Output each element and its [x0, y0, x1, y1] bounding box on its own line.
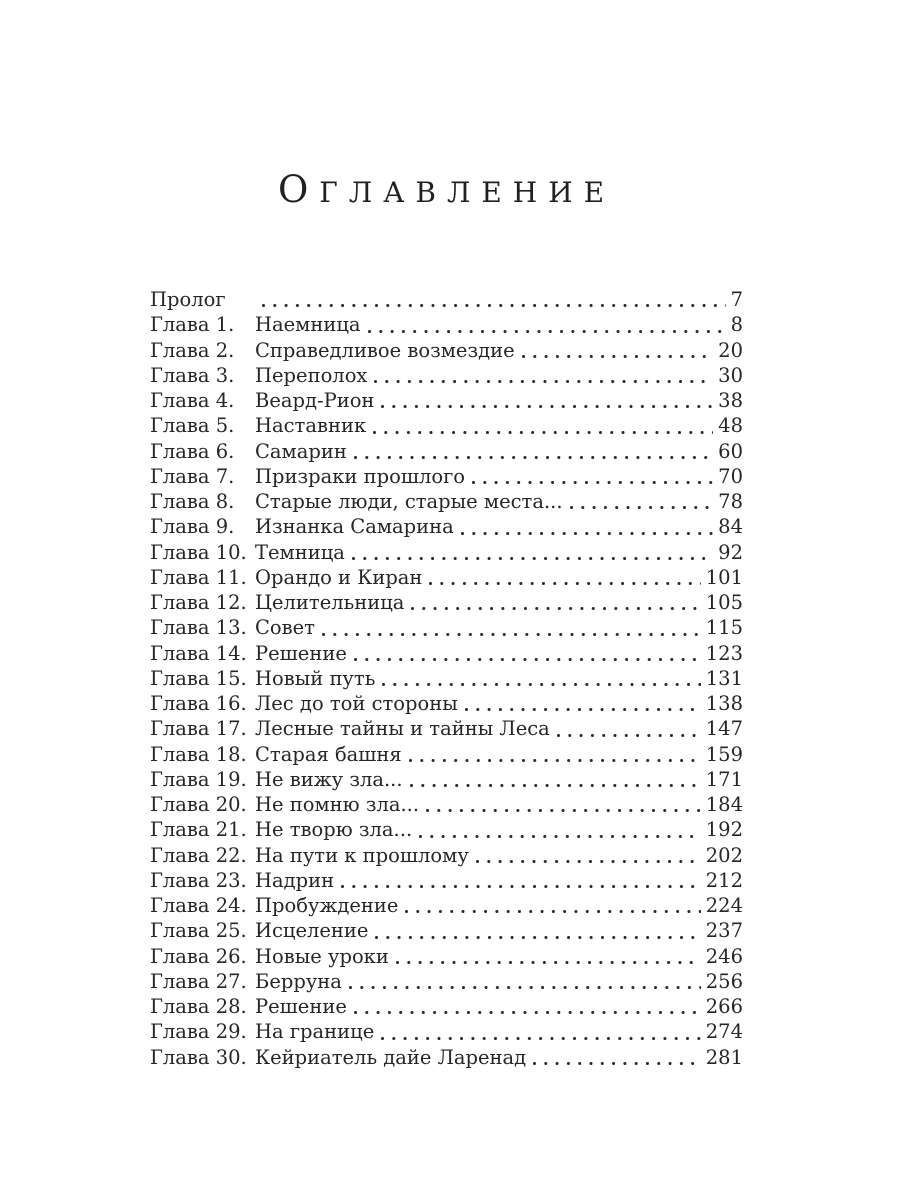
toc-row-title: Пробуждение [255, 894, 399, 917]
toc-row [150, 439, 743, 464]
toc-row-chapter-label: Глава 22. [150, 843, 247, 867]
toc-row-page-number: 237 [705, 919, 743, 943]
dot-leader [465, 464, 718, 489]
toc-row [150, 691, 743, 716]
toc-row-page-number: 60 [718, 439, 743, 463]
toc-row-page-number: 20 [718, 338, 743, 362]
toc-row-chapter-label: Глава 21. [150, 818, 247, 842]
toc-row-page-number: 131 [705, 666, 743, 690]
toc-row-page-number: 78 [718, 490, 743, 513]
toc-row-title: Переполох [255, 363, 368, 387]
toc-row-chapter-label: Глава 17. [150, 717, 247, 741]
toc-row-chapter-label: Глава 6. [150, 439, 235, 463]
dot-leader [403, 767, 706, 792]
toc-row-chapter-label: Глава 28. [150, 995, 247, 1018]
toc-row-page-number: 159 [705, 742, 743, 766]
toc-row-title: Не творю зла... [255, 818, 413, 842]
toc-row [150, 363, 743, 388]
toc-row [150, 641, 743, 666]
toc-row [150, 1019, 743, 1044]
toc-row-page-number: 84 [718, 515, 743, 539]
dot-leader [375, 666, 705, 691]
toc-row [150, 868, 743, 893]
toc-row-chapter-label: Глава 20. [150, 793, 247, 816]
toc-row-title: Лесные тайны и тайны Леса [255, 717, 550, 741]
dot-leader [458, 691, 706, 716]
toc-list [150, 287, 743, 1070]
toc-row [150, 792, 743, 817]
toc-row [150, 489, 743, 514]
toc-row-page-number: 70 [718, 464, 743, 488]
toc-row-chapter-label: Глава 7. [150, 464, 235, 488]
toc-row [150, 413, 743, 438]
dot-leader [404, 590, 705, 615]
toc-row-chapter-label: Глава 27. [150, 969, 247, 993]
toc-row [150, 1045, 743, 1070]
toc-row-chapter-label: Глава 15. [150, 666, 247, 690]
toc-row-page-number: 8 [730, 313, 743, 337]
toc-row-page-number: 171 [705, 767, 743, 791]
toc-row [150, 817, 743, 842]
toc-row-title: Не вижу зла... [255, 767, 403, 791]
toc-row-title: Старая башня [255, 742, 402, 766]
dot-leader [315, 615, 706, 640]
toc-row-title: Справедливое возмездие [255, 338, 515, 362]
toc-row-page-number: 92 [718, 540, 743, 564]
dot-leader [526, 1045, 706, 1070]
toc-row-page-number: 192 [705, 818, 743, 842]
toc-row [150, 312, 743, 337]
toc-row-chapter-label: Глава 24. [150, 894, 247, 917]
toc-row [150, 969, 743, 994]
toc-row [150, 388, 743, 413]
toc-row [150, 338, 743, 363]
dot-leader [347, 641, 706, 666]
dot-leader [563, 489, 719, 514]
toc-row-page-number: 30 [718, 363, 743, 387]
dot-leader [515, 338, 719, 363]
toc-row-page-number: 101 [705, 565, 743, 589]
dot-leader [347, 439, 718, 464]
dot-leader [367, 363, 718, 388]
toc-row-page-number: 281 [705, 1045, 743, 1069]
toc-row-title: На пути к прошлому [255, 843, 469, 867]
toc-row-page-number: 7 [730, 288, 743, 311]
toc-row-chapter-label: Глава 25. [150, 919, 247, 943]
toc-row-chapter-label: Глава 30. [150, 1045, 247, 1069]
toc-row [150, 918, 743, 943]
toc-row-chapter-label: Глава 5. [150, 414, 235, 438]
toc-row-chapter-label: Пролог [150, 288, 226, 311]
toc-row [150, 540, 743, 565]
toc-row-chapter-label: Глава 13. [150, 616, 247, 640]
toc-row-page-number: 105 [705, 591, 743, 614]
toc-row-title: Не помню зла... [255, 793, 420, 816]
toc-row-title: Новые уроки [255, 944, 389, 968]
toc-row [150, 742, 743, 767]
toc-row [150, 767, 743, 792]
toc-row [150, 666, 743, 691]
dot-leader [374, 388, 718, 413]
dot-leader [342, 969, 706, 994]
dot-leader [347, 994, 706, 1019]
toc-row-title: Решение [255, 641, 347, 665]
toc-row-page-number: 256 [705, 969, 743, 993]
toc-row-page-number: 184 [705, 793, 743, 816]
toc-row-title: Темница [255, 540, 345, 564]
toc-row-chapter-label: Глава 8. [150, 490, 235, 513]
toc-row-title: Самарин [255, 439, 347, 463]
toc-row-chapter-label: Глава 14. [150, 641, 247, 665]
toc-row-title: Орандо и Киран [255, 565, 423, 589]
toc-row-chapter-label: Глава 19. [150, 767, 247, 791]
dot-leader [255, 287, 731, 312]
dot-leader [368, 918, 705, 943]
dot-leader [402, 742, 706, 767]
toc-row [150, 843, 743, 868]
toc-row-page-number: 274 [705, 1020, 743, 1044]
toc-row-title: Кейриатель дайе Ларенад [255, 1045, 527, 1069]
toc-row-title: Надрин [255, 868, 335, 892]
toc-row-title: Веард-Рион [255, 389, 375, 412]
toc-row-page-number: 138 [705, 692, 743, 715]
dot-leader [454, 514, 718, 539]
toc-row [150, 944, 743, 969]
toc-row [150, 615, 743, 640]
toc-row [150, 287, 743, 312]
toc-row-title: Наставник [255, 414, 367, 438]
toc-row-page-number: 224 [705, 894, 743, 917]
toc-row-page-number: 202 [705, 843, 743, 867]
toc-row-title: Решение [255, 995, 347, 1018]
toc-row [150, 716, 743, 741]
toc-row-title: На границе [255, 1020, 375, 1044]
toc-row-title: Новый путь [255, 666, 376, 690]
toc-row [150, 590, 743, 615]
dot-leader [366, 413, 718, 438]
toc-row-chapter-label: Глава 2. [150, 338, 235, 362]
dot-leader [361, 312, 731, 337]
dot-leader [422, 565, 705, 590]
toc-row [150, 464, 743, 489]
toc-row [150, 893, 743, 918]
dot-leader [550, 716, 706, 741]
toc-row-chapter-label: Глава 29. [150, 1020, 247, 1044]
dot-leader [389, 944, 706, 969]
toc-row [150, 565, 743, 590]
toc-row-chapter-label: Глава 9. [150, 515, 235, 539]
dot-leader [469, 843, 706, 868]
toc-row-title: Наемница [255, 313, 361, 337]
toc-row-page-number: 246 [705, 944, 743, 968]
toc-row-chapter-label: Глава 12. [150, 591, 247, 614]
toc-row-title: Совет [255, 616, 315, 640]
toc-row-title: Исцеление [255, 919, 369, 943]
dot-leader [374, 1019, 706, 1044]
toc-row-title: Целительница [255, 591, 405, 614]
dot-leader [419, 792, 706, 817]
toc-row-title: Лес до той стороны [255, 692, 458, 715]
toc-row-page-number: 38 [718, 389, 743, 412]
toc-row-chapter-label: Глава 18. [150, 742, 247, 766]
toc-row-page-number: 147 [705, 717, 743, 741]
dot-leader [345, 540, 718, 565]
toc-row-chapter-label: Глава 23. [150, 868, 247, 892]
dot-leader [398, 893, 705, 918]
toc-row-title: Берруна [255, 969, 342, 993]
toc-row-chapter-label: Глава 10. [150, 540, 247, 564]
toc-row-chapter-label: Глава 4. [150, 389, 235, 412]
toc-row-title: Старые люди, старые места... [255, 490, 563, 513]
toc-row-chapter-label: Глава 3. [150, 363, 235, 387]
toc-row-page-number: 115 [705, 616, 743, 640]
toc-row-chapter-label: Глава 26. [150, 944, 247, 968]
toc-row-chapter-label: Глава 16. [150, 692, 247, 715]
toc-row-title: Призраки прошлого [255, 464, 466, 488]
toc-content [150, 0, 743, 1070]
toc-row-page-number: 212 [705, 868, 743, 892]
toc-row-chapter-label: Глава 1. [150, 313, 235, 337]
toc-row-chapter-label: Глава 11. [150, 565, 247, 589]
toc-row [150, 514, 743, 539]
toc-row-page-number: 48 [718, 414, 743, 438]
toc-row-title: Изнанка Самарина [255, 515, 454, 539]
toc-row [150, 994, 743, 1019]
toc-row-page-number: 123 [705, 641, 743, 665]
page-title: ОГЛАВЛЕНИЕ [277, 168, 616, 211]
dot-leader [412, 817, 706, 842]
toc-row-page-number: 266 [705, 995, 743, 1018]
dot-leader [334, 868, 706, 893]
